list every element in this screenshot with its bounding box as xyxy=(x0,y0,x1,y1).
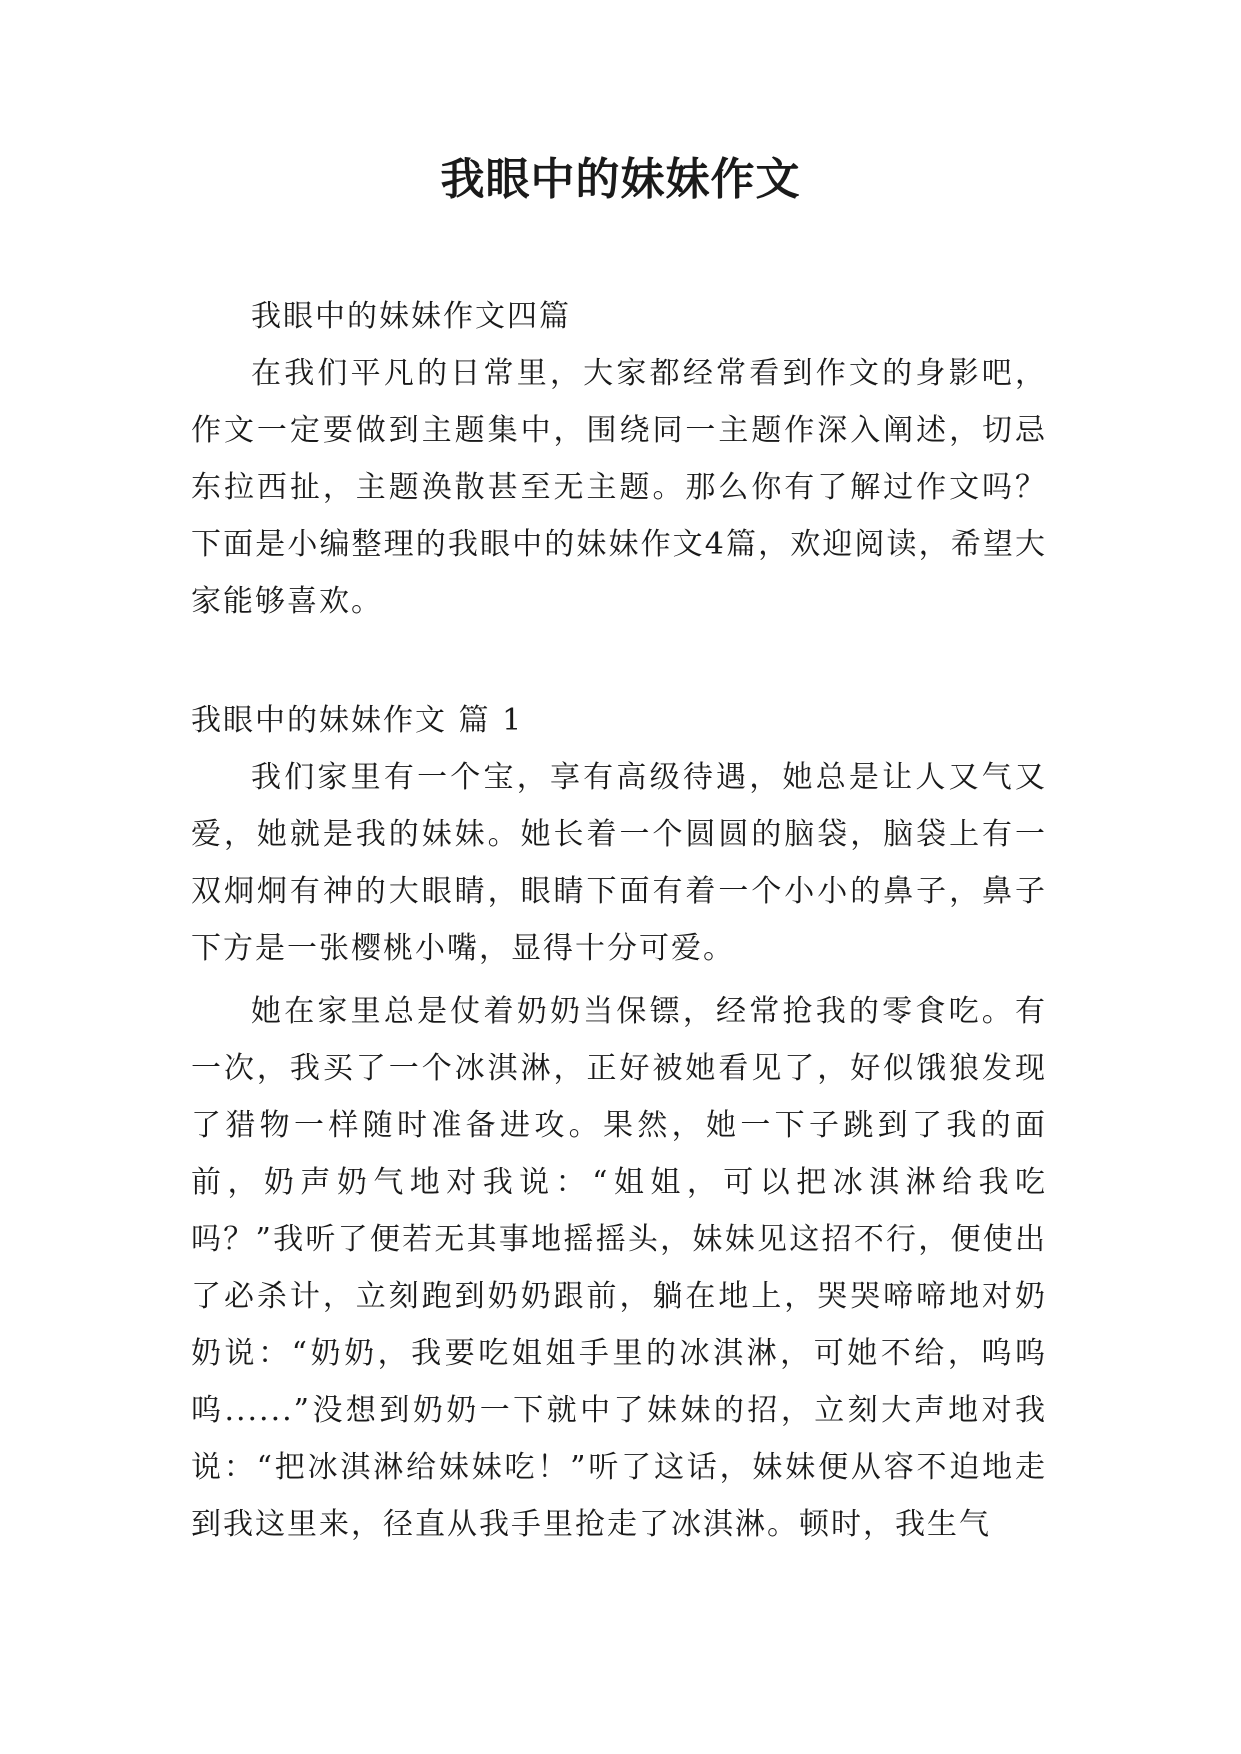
body-paragraph-2: 她在家里总是仗着奶奶当保镖，经常抢我的零食吃。有一次，我买了一个冰淇淋，正好被她看见了，好似饿狼发现了猎物一样随时准备进攻。果然，她一下子跳到了我的面前，奶声奶气地对我说：“姐姐，可以把冰淇淋给我吃吗？”我听了便若无其事地摇摇头，妹妹见这招不行，便使出了必杀计，立刻跑到奶奶跟前，躺在地上，哭哭啼啼地对奶奶说：“奶奶，我要吃姐姐手里的冰淇淋，可她不给，呜呜呜......”没想到奶奶一下就中了妹妹的招，立刻大声地对我说：“把冰淇淋给妹妹吃！”听了这话，妹妹便从容不迫地走到我这里来，径直从我手里抢走了冰淇淋。顿时，我生气 xyxy=(191,994,1047,1542)
body-paragraph-1: 我们家里有一个宝，享有高级待遇，她总是让人又气又爱，她就是我的妹妹。她长着一个圆圆的脑袋，脑袋上有一双炯炯有神的大眼睛，眼睛下面有着一个小小的鼻子，鼻子下方是一张樱桃小嘴，显得十分可爱。 xyxy=(191,760,1047,966)
document-subtitle: 我眼中的妹妹作文四篇 xyxy=(251,299,571,334)
section-heading: 我眼中的妹妹作文 篇 1 xyxy=(191,703,524,738)
intro-paragraph: 在我们平凡的日常里，大家都经常看到作文的身影吧，作文一定要做到主题集中，围绕同一主题作深入阐述，切忌东拉西扯，主题涣散甚至无主题。那么你有了解过作文吗？下面是小编整理的我眼中的妹妹作文4篇，欢迎阅读，希望大家能够喜欢。 xyxy=(191,356,1047,619)
document-title: 我眼中的妹妹作文 xyxy=(440,154,801,205)
document-body xyxy=(191,288,1047,1553)
section-spacer xyxy=(191,630,1047,692)
